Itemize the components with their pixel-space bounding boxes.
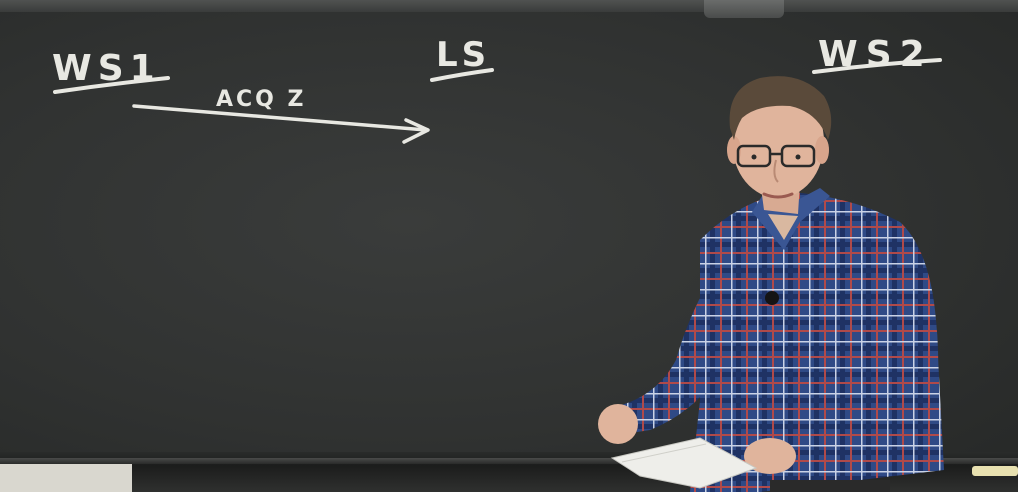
eye-right bbox=[796, 155, 801, 160]
heading-ws1: WS1 bbox=[52, 48, 161, 89]
heading-ls: LS bbox=[436, 35, 491, 75]
belt bbox=[770, 480, 890, 492]
ear-right bbox=[815, 136, 829, 164]
arrow-label: ACQ Z bbox=[216, 87, 307, 112]
eye-left bbox=[752, 155, 757, 160]
heading-ws2: WS2 bbox=[818, 34, 933, 75]
lapel-mic-icon bbox=[765, 291, 779, 305]
hand-left bbox=[598, 404, 638, 444]
